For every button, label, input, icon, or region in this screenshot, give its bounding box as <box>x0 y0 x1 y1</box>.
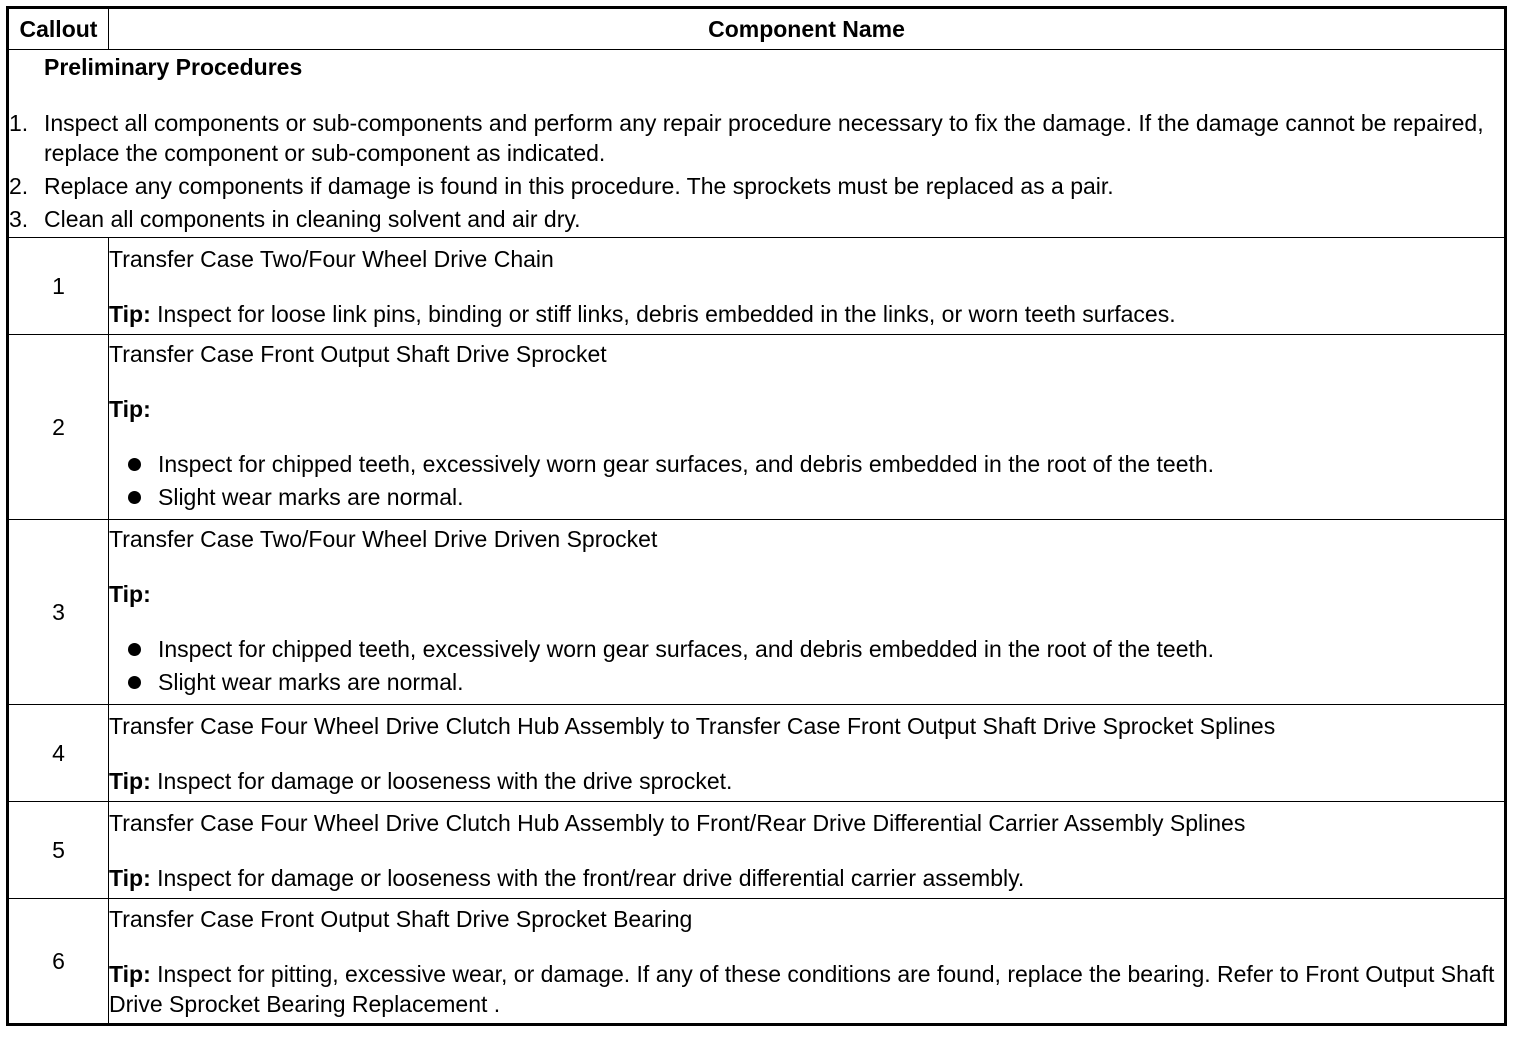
tip-bullet <box>109 449 1504 479</box>
tip-bullet-text: Slight wear marks are normal. <box>158 484 464 510</box>
tip <box>109 579 1504 609</box>
table-row <box>8 899 1506 1025</box>
tip <box>109 766 1504 796</box>
callout-number: 6 <box>8 899 109 1025</box>
tip-bullets <box>109 634 1504 697</box>
bullet-icon <box>128 676 141 689</box>
table-row <box>8 520 1506 705</box>
preliminary-title: Preliminary Procedures <box>44 54 303 80</box>
component-name: Transfer Case Four Wheel Drive Clutch Hub Assembly to Transfer Case Front Output Shaft Drive Sprocket Splines <box>109 712 1276 739</box>
tip-bullet <box>109 482 1504 512</box>
header-row <box>8 8 1506 50</box>
tip-text: Inspect for pitting, excessive wear, or damage. If any of these conditions are found, replace the bearing. Refer to Front Output Shaft Drive Sprocket Bearing Replacement . <box>109 960 1495 1017</box>
component-name: Transfer Case Two/Four Wheel Drive Chain <box>109 245 554 272</box>
component-name: Transfer Case Four Wheel Drive Clutch Hub Assembly to Front/Rear Drive Differential Carrier Assembly Splines <box>109 809 1246 836</box>
tip-label: Tip: <box>109 396 151 422</box>
bullet-icon <box>128 643 141 656</box>
callout-column-header: Callout <box>8 8 109 50</box>
step-text: Clean all components in cleaning solvent and air dry. <box>44 206 581 232</box>
tip <box>109 394 1504 424</box>
bullet-icon <box>128 491 141 504</box>
component-cell <box>109 238 1506 335</box>
step-text: Replace any components if damage is found in this procedure. The sprockets must be replaced as a pair. <box>44 173 1114 199</box>
tip-label: Tip: <box>109 767 151 794</box>
callout-number: 4 <box>8 705 109 802</box>
tip-bullet-text: Inspect for chipped teeth, excessively worn gear surfaces, and debris embedded in the root of the teeth. <box>158 636 1215 662</box>
preliminary-step <box>9 204 1504 234</box>
callout-number: 1 <box>8 238 109 335</box>
tip-text: Inspect for damage or looseness with the front/rear drive differential carrier assembly. <box>150 864 1025 891</box>
component-name-column-header: Component Name <box>109 8 1506 50</box>
component-cell <box>109 899 1506 1025</box>
preliminary-cell <box>8 50 1506 238</box>
component-name: Transfer Case Two/Four Wheel Drive Driven Sprocket <box>109 526 658 552</box>
tip-bullet-text: Slight wear marks are normal. <box>158 669 464 695</box>
component-cell <box>109 335 1506 520</box>
tip-bullet-text: Inspect for chipped teeth, excessively worn gear surfaces, and debris embedded in the root of the teeth. <box>158 451 1215 477</box>
tip-bullet <box>109 667 1504 697</box>
tip-bullet <box>109 634 1504 664</box>
callout-number: 2 <box>8 335 109 520</box>
table-row <box>8 802 1506 899</box>
component-cell <box>109 705 1506 802</box>
callout-number: 5 <box>8 802 109 899</box>
callout-number: 3 <box>8 520 109 705</box>
bullet-icon <box>128 458 141 471</box>
step-number: 1. <box>9 110 29 136</box>
preliminary-step <box>9 108 1504 168</box>
tip <box>109 959 1504 1019</box>
component-cell <box>109 802 1506 899</box>
tip-text: Inspect for damage or looseness with the drive sprocket. <box>150 767 733 794</box>
tip-bullets <box>109 449 1504 512</box>
table-row <box>8 705 1506 802</box>
step-number: 2. <box>9 173 29 199</box>
component-name: Transfer Case Front Output Shaft Drive Sprocket <box>109 341 607 367</box>
preliminary-step <box>9 171 1504 201</box>
tip-label: Tip: <box>109 300 151 327</box>
table-row <box>8 238 1506 335</box>
component-name: Transfer Case Front Output Shaft Drive Sprocket Bearing <box>109 905 693 932</box>
tip <box>109 863 1504 893</box>
component-cell <box>109 520 1506 705</box>
tip-text: Inspect for loose link pins, binding or stiff links, debris embedded in the links, or worn teeth surfaces. <box>150 300 1176 327</box>
tip-label: Tip: <box>109 864 151 891</box>
tip <box>109 299 1504 329</box>
callout-table <box>6 6 1507 1026</box>
step-text: Inspect all components or sub-components and perform any repair procedure necessary to fix the damage. If the damage cannot be repaired, replace the component or sub-component as indicated. <box>44 110 1484 166</box>
preliminary-steps <box>9 108 1504 234</box>
table-row <box>8 335 1506 520</box>
step-number: 3. <box>9 206 29 232</box>
tip-label: Tip: <box>109 581 151 607</box>
preliminary-row <box>8 50 1506 238</box>
tip-label: Tip: <box>109 960 151 987</box>
